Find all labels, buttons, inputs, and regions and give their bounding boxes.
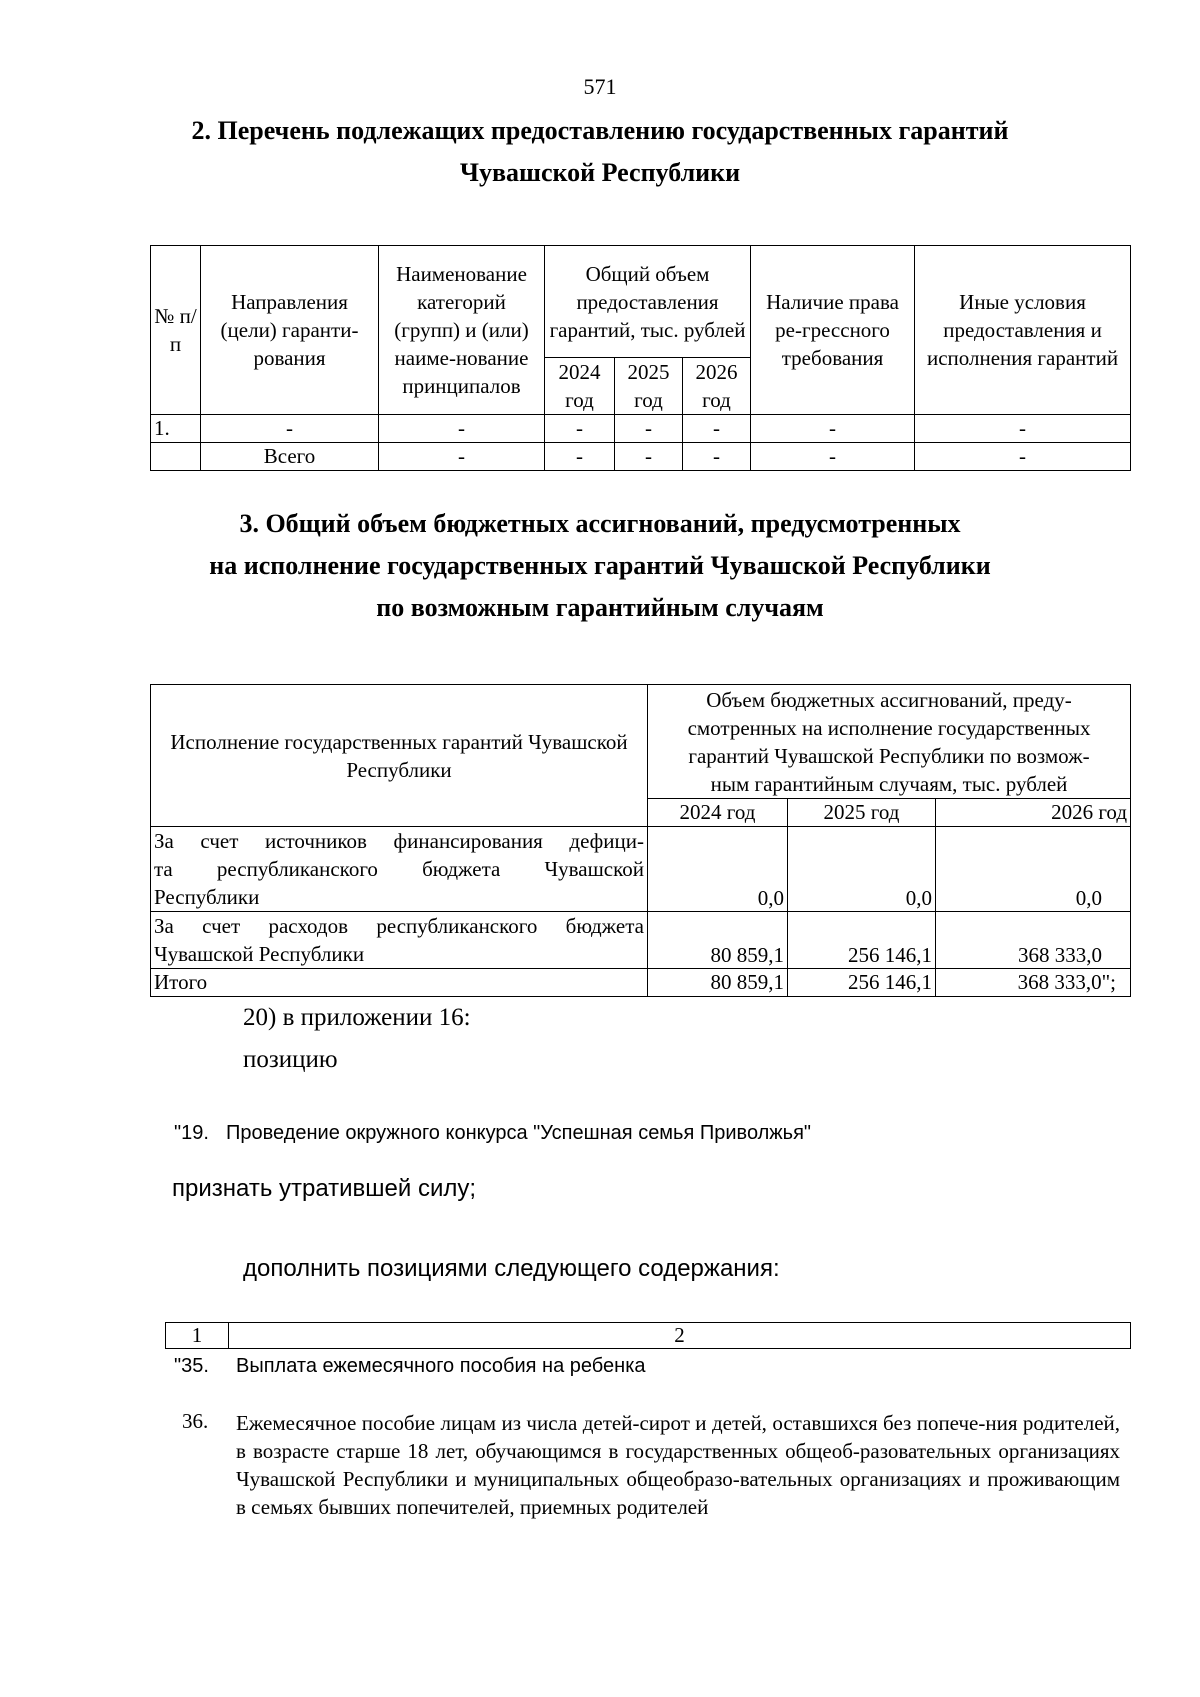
header-appropriations xyxy=(648,685,1131,799)
table-row xyxy=(151,415,1131,443)
row-label xyxy=(151,827,648,912)
header-recourse: Наличие права ре-грессного требования xyxy=(751,246,915,415)
position-19-text: Проведение окружного конкурса "Успешная семья Приволжья" xyxy=(226,1122,812,1144)
positions-header-table xyxy=(165,1322,1131,1349)
header-appropriations-line3: гарантий Чувашской Республики по возмож- xyxy=(688,743,1090,768)
row-label-line2: Чувашской Республики xyxy=(154,942,365,966)
row-direction: - xyxy=(201,415,379,443)
header-year-2025: 2025 год xyxy=(788,799,936,827)
row-2026: 368 333,0"; xyxy=(936,969,1131,997)
table-row xyxy=(151,443,1131,471)
header-num: № п/п xyxy=(151,246,201,415)
table-row xyxy=(151,827,1131,912)
section3-title-line2: на исполнение государственных гарантий Чувашской Республики xyxy=(209,551,991,580)
header-execution: Исполнение государственных гарантий Чувашской Республики xyxy=(151,685,648,827)
row-label-line1: За счет расходов республиканского бюджета xyxy=(154,914,644,938)
row-label-line3: Республики xyxy=(154,885,260,909)
header-year-2024: 2024 год xyxy=(648,799,788,827)
header-year-2024: 2024 год xyxy=(545,358,615,415)
row-2025: 256 146,1 xyxy=(788,969,936,997)
supplement-text: дополнить позициями следующего содержания: xyxy=(243,1255,780,1282)
header-appropriations-line1: Объем бюджетных ассигнований, преду- xyxy=(706,687,1072,712)
section2-title-line2: Чувашской Республики xyxy=(459,158,741,187)
row-2026: 0,0 xyxy=(936,827,1131,912)
position-35-number: "35. xyxy=(174,1355,209,1377)
header-appropriations-line4: ным гарантийным случаям, тыс. рублей xyxy=(710,771,1068,796)
guarantees-table xyxy=(150,245,1131,471)
position-35-text: Выплата ежемесячного пособия на ребенка xyxy=(236,1355,646,1377)
row-2026: - xyxy=(683,443,751,471)
row-2025: - xyxy=(615,443,683,471)
header-total: Общий объем предоставления гарантий, тыс. рублей xyxy=(545,246,751,358)
row-other: - xyxy=(915,415,1131,443)
section3-title-line1: 3. Общий объем бюджетных ассигнований, предусмотренных xyxy=(239,509,961,538)
header-other: Иные условия предоставления и исполнения гарантий xyxy=(915,246,1131,415)
header-year-2025: 2025 год xyxy=(615,358,683,415)
header-year-2026: 2026 год xyxy=(936,799,1131,827)
row-num: 1. xyxy=(151,415,201,443)
row-label: Итого xyxy=(151,969,648,997)
header-category: Наименование категорий (групп) и (или) наиме-нование принципалов xyxy=(379,246,545,415)
row-2024: 80 859,1 xyxy=(648,912,788,969)
row-num xyxy=(151,443,201,471)
row-2025: - xyxy=(615,415,683,443)
table-row xyxy=(151,912,1131,969)
header-direction: Направления (цели) гаранти-рования xyxy=(201,246,379,415)
row-other: - xyxy=(915,443,1131,471)
row-label xyxy=(151,912,648,969)
column-2-header: 2 xyxy=(229,1323,1131,1349)
position-36-text: Ежемесячное пособие лицам из числа детей-сирот и детей, оставшихся без попече-ния родителей, в возрасте старше 18 лет, обучающимся в государственных общеоб-разовательных организациях Чувашской Республики и муниципальных общеобразо-вательных организациях и проживающим в семьях бывших попечителей, приемных родителей xyxy=(236,1411,1120,1519)
row-2024: 80 859,1 xyxy=(648,969,788,997)
section2-title-line1: 2. Перечень подлежащих предоставлению государственных гарантий xyxy=(191,116,1009,145)
row-2024: 0,0 xyxy=(648,827,788,912)
row-2026: - xyxy=(683,415,751,443)
section3-title-line3: по возможным гарантийным случаям xyxy=(376,593,824,622)
row-recourse: - xyxy=(751,443,915,471)
row-2026: 368 333,0 xyxy=(936,912,1131,969)
row-2024: - xyxy=(545,443,615,471)
row-direction: Всего xyxy=(201,443,379,471)
repeal-text: признать утратившей силу; xyxy=(172,1175,477,1202)
page-number: 571 xyxy=(583,74,617,99)
position-word: позицию xyxy=(243,1046,338,1073)
header-year-2026: 2026 год xyxy=(683,358,751,415)
row-category: - xyxy=(379,443,545,471)
row-2024: - xyxy=(545,415,615,443)
appropriations-table xyxy=(150,684,1131,997)
item-20: 20) в приложении 16: xyxy=(243,1004,471,1031)
row-2025: 0,0 xyxy=(788,827,936,912)
row-label-line1: За счет источников финансирования дефици- xyxy=(154,829,644,853)
position-36-number: 36. xyxy=(182,1409,209,1433)
row-label-line2: та республиканского бюджета Чувашской xyxy=(154,857,644,881)
row-recourse: - xyxy=(751,415,915,443)
table-row xyxy=(151,969,1131,997)
header-appropriations-line2: смотренных на исполнение государственных xyxy=(687,715,1091,740)
column-1-header: 1 xyxy=(166,1323,229,1349)
position-19-number: "19. xyxy=(174,1122,209,1144)
row-category: - xyxy=(379,415,545,443)
row-2025: 256 146,1 xyxy=(788,912,936,969)
